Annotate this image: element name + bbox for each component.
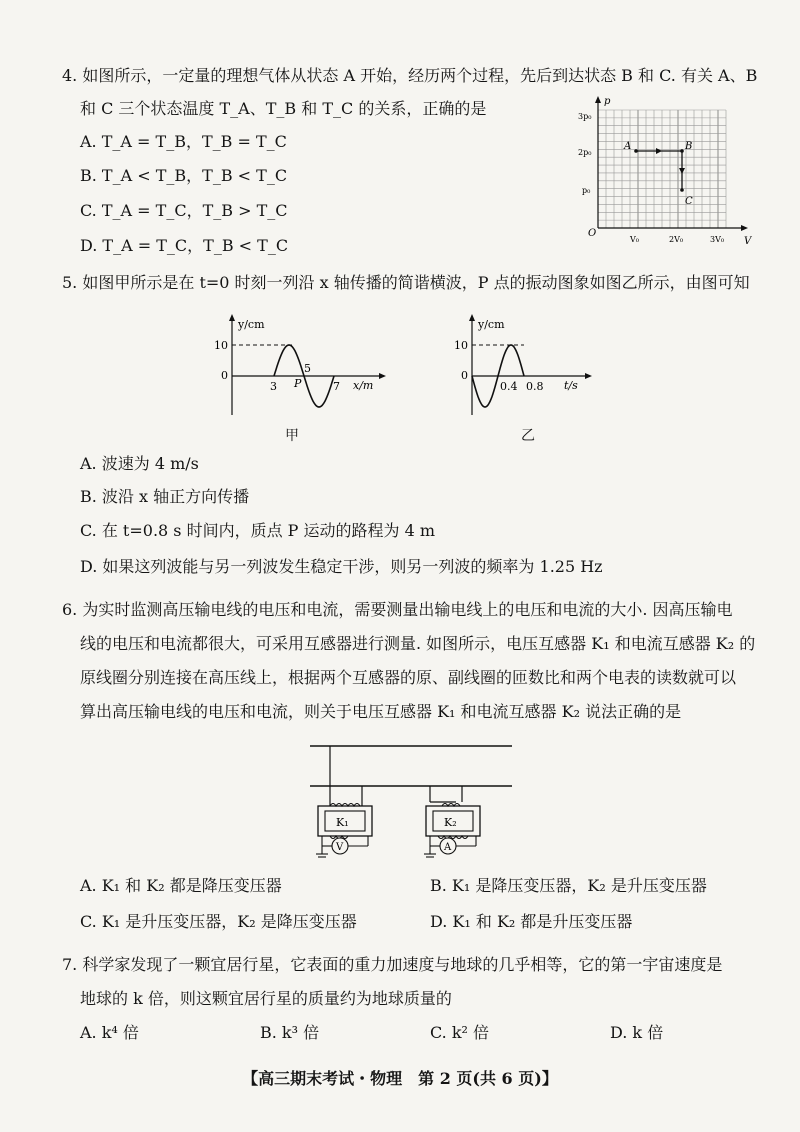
pv-x-label: V [744,236,752,247]
q5-option-c: C. 在 t=0.8 s 时间内，质点 P 运动的路程为 4 m [80,521,436,540]
q6-option-d: D. K₁ 和 K₂ 都是升压变压器 [430,912,633,931]
pv-label-c: C [685,196,693,207]
jia-x-arrow [379,373,386,379]
k1-transformer [316,746,372,857]
q4-option-a: A. T_A = T_B，T_B = T_C [80,132,287,151]
q6-option-c: C. K₁ 是升压变压器，K₂ 是降压变压器 [80,912,357,931]
yi-y-tick: 10 [454,339,468,352]
jia-origin: 0 [221,369,228,382]
pv-y-arrow [595,96,601,103]
pv-arrow-ab [656,148,662,154]
yi-t08: 0.8 [526,380,544,393]
q5-wave-graph-jia [214,312,394,452]
pv-point-a [634,149,638,153]
q6-stem-line2: 线的电压和电流都很大，可采用互感器进行测量. 如图所示，电压互感器 K₁ 和电流互感器 K₂ 的 [80,634,756,653]
jia-x3: 3 [270,380,277,393]
q5-option-b: B. 波沿 x 轴正方向传播 [80,487,250,506]
jia-y-arrow [229,314,235,321]
jia-y-tick: 10 [214,339,228,352]
pv-label-a: A [624,141,632,152]
q5-caption-yi: 乙 [521,428,535,444]
q6-stem-line1: 6. 为实时监测高压输电线的电压和电流，需要测量出输电线上的电压和电流的大小. 因高压输电 [62,600,733,619]
yi-origin: 0 [461,369,468,382]
pv-xtick-v0: V₀ [630,235,639,244]
pv-point-c [680,188,684,192]
pv-xtick-3v0: 3V₀ [710,235,725,244]
q4-stem-line1: 4. 如图所示，一定量的理想气体从状态 A 开始，经历两个过程，先后到达状态 B 和 C. 有关 A、B [62,66,758,85]
pv-y-label: p [604,96,611,107]
k1-label: K₁ [336,816,349,829]
pv-grid [598,110,726,228]
q5-stem: 5. 如图甲所示是在 t=0 时刻一列沿 x 轴传播的简谐横波，P 点的振动图象如图乙所示，由图可知 [62,273,750,292]
q7-stem-line1: 7. 科学家发现了一颗宜居行星，它表面的重力加速度与地球的几乎相等，它的第一宇宙速度是 [62,955,723,974]
q7-option-a: A. k⁴ 倍 [80,1023,139,1042]
q6-stem-line4: 算出高压输电线的电压和电流，则关于电压互感器 K₁ 和电流互感器 K₂ 说法正确的是 [80,702,682,721]
q7-stem-line2: 地球的 k 倍，则这颗宜居行星的质量约为地球质量的 [80,989,452,1008]
q6-transformer-diagram [300,736,520,864]
q7-option-b: B. k³ 倍 [260,1023,320,1042]
pv-ytick-3p0: 3p₀ [578,112,592,121]
pv-xtick-2v0: 2V₀ [669,235,684,244]
pv-ytick-p0: p₀ [582,186,591,195]
q6-option-a: A. K₁ 和 K₂ 都是降压变压器 [80,876,282,895]
jia-y-label: y/cm [238,318,265,331]
q4-option-c: C. T_A = T_C，T_B > T_C [80,201,288,220]
pv-label-b: B [685,141,693,152]
q4-pv-graph [574,92,754,254]
pv-x-arrow [741,225,748,231]
q4-stem-line2: 和 C 三个状态温度 T_A、T_B 和 T_C 的关系，正确的是 [80,99,487,118]
voltmeter-label: V [336,842,344,853]
q5-option-a: A. 波速为 4 m/s [80,454,199,473]
ammeter-label: A [444,842,452,853]
k2-label: K₂ [444,816,457,829]
q7-option-c: C. k² 倍 [430,1023,490,1042]
yi-y-label: y/cm [478,318,505,331]
q5-caption-jia: 甲 [285,428,299,444]
yi-t04: 0.4 [500,380,518,393]
yi-x-label: t/s [564,379,578,392]
jia-p-label: P [294,377,302,390]
jia-x-label: x/m [353,379,374,392]
jia-x7: 7 [333,380,340,393]
yi-x-arrow [585,373,592,379]
k2-transformer [424,786,480,857]
q6-option-b: B. K₁ 是降压变压器，K₂ 是升压变压器 [430,876,707,895]
q6-stem-line3: 原线圈分别连接在高压线上，根据两个互感器的原、副线圈的匝数比和两个电表的读数就可以 [80,668,737,687]
q4-option-d: D. T_A = T_C，T_B < T_C [80,236,289,255]
q5-option-d: D. 如果这列波能与另一列波发生稳定干涉，则另一列波的频率为 1.25 Hz [80,557,603,576]
pv-origin: O [588,228,597,239]
page-footer: 【高三期末考试・物理 第 2 页(共 6 页)】 [242,1069,558,1088]
q7-option-d: D. k 倍 [610,1023,664,1042]
pv-ytick-2p0: 2p₀ [578,148,592,157]
q4-option-b: B. T_A < T_B，T_B < T_C [80,166,288,185]
yi-y-arrow [469,314,475,321]
jia-x5: 5 [304,362,311,375]
pv-point-b [680,149,684,153]
